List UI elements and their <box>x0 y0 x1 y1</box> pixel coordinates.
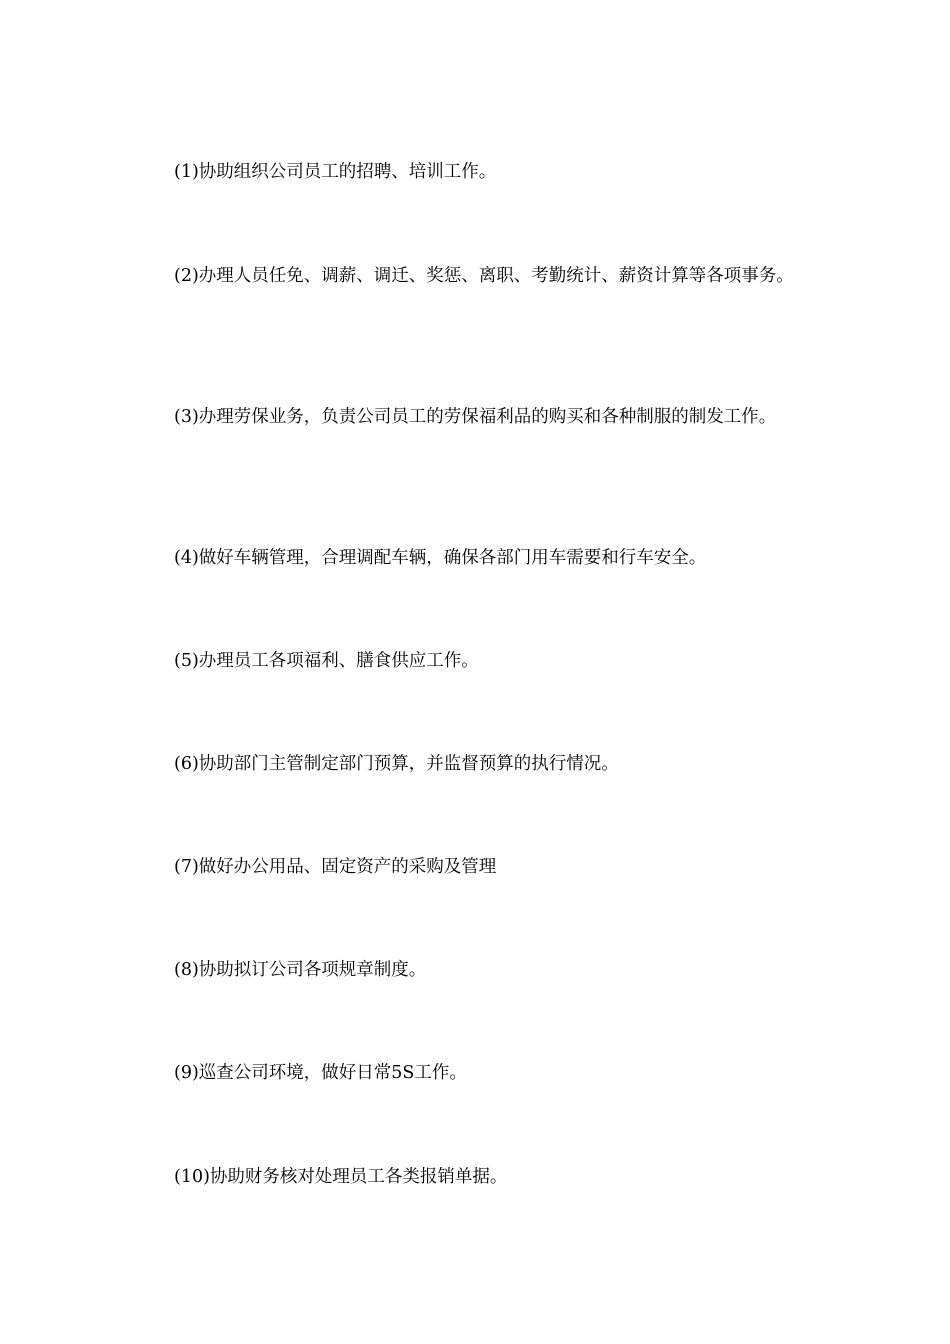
duty-item-5: (5)办理员工各项福利、膳食供应工作。 <box>174 651 479 671</box>
duty-item-7: (7)做好办公用品、固定资产的采购及管理 <box>174 857 497 877</box>
duty-item-1: (1)协助组织公司员工的招聘、培训工作。 <box>174 162 497 182</box>
duty-item-3: (3)办理劳保业务，负责公司员工的劳保福利品的购买和各种制服的制发工作。 <box>174 407 777 427</box>
duty-item-2: (2)办理人员任免、调薪、调迁、奖惩、离职、考勤统计、薪资计算等各项事务。 <box>174 266 794 286</box>
duty-item-8: (8)协助拟订公司各项规章制度。 <box>174 960 427 980</box>
duty-item-10: (10)协助财务核对处理员工各类报销单据。 <box>174 1167 508 1187</box>
duty-item-9: (9)巡查公司环境，做好日常5S工作。 <box>174 1063 467 1083</box>
duty-item-6: (6)协助部门主管制定部门预算，并监督预算的执行情况。 <box>174 754 619 774</box>
duty-item-4: (4)做好车辆管理，合理调配车辆，确保各部门用车需要和行车安全。 <box>174 548 707 568</box>
